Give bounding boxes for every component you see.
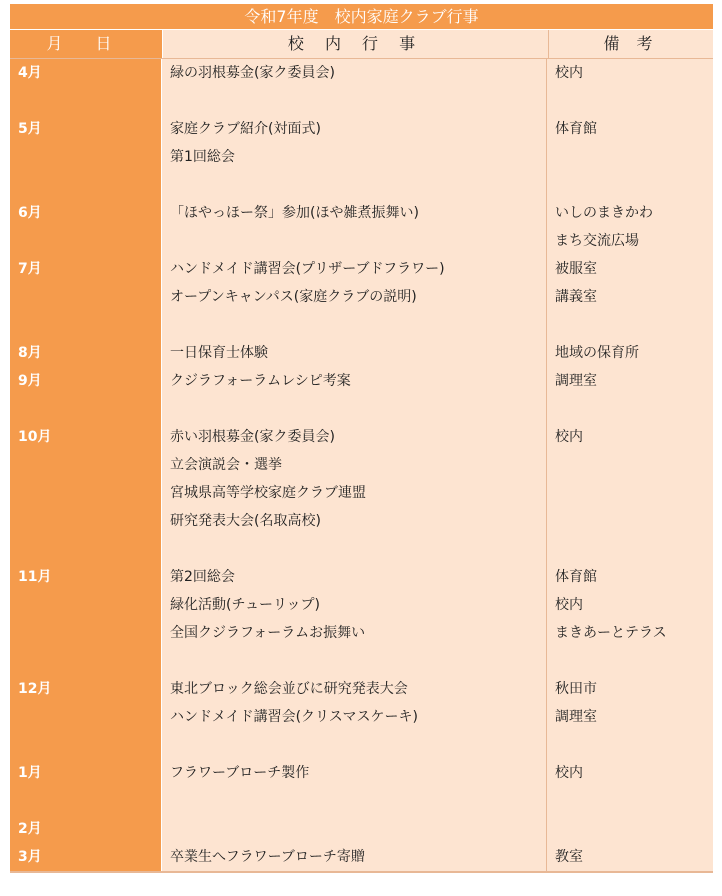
note-cell: 講義室 (547, 283, 713, 311)
table-row (10, 703, 713, 731)
note-cell (547, 143, 713, 171)
month-cell: 5月 (10, 115, 162, 143)
note-cell (547, 647, 713, 675)
month-cell: 12月 (10, 675, 162, 703)
event-cell: 第2回総会 (162, 563, 547, 591)
month-cell (10, 171, 162, 199)
event-cell: 立会演説会・選挙 (162, 451, 547, 479)
event-cell: 緑の羽根募金(家ク委員会) (162, 59, 547, 87)
event-cell: 緑化活動(チューリップ) (162, 591, 547, 619)
month-cell (10, 87, 162, 115)
month-cell: 6月 (10, 199, 162, 227)
table-row (10, 843, 713, 871)
month-cell (10, 311, 162, 339)
table-row (10, 311, 713, 339)
table-row (10, 451, 713, 479)
event-cell (162, 227, 547, 255)
table-bottom-border (10, 871, 713, 873)
month-cell: 9月 (10, 367, 162, 395)
note-cell (547, 731, 713, 759)
table-row (10, 647, 713, 675)
event-cell (162, 731, 547, 759)
table-body (10, 59, 713, 871)
event-cell: 全国クジラフォーラムお振舞い (162, 619, 547, 647)
event-cell: 「ほやっほー祭」参加(ほや雑煮振舞い) (162, 199, 547, 227)
month-cell (10, 703, 162, 731)
event-cell: オープンキャンパス(家庭クラブの説明) (162, 283, 547, 311)
month-cell (10, 479, 162, 507)
month-cell: 8月 (10, 339, 162, 367)
table-row (10, 591, 713, 619)
note-cell (547, 395, 713, 423)
table-row (10, 171, 713, 199)
note-cell (547, 815, 713, 843)
table-title: 令和7年度 校内家庭クラブ行事 (10, 4, 713, 30)
event-cell: 宮城県高等学校家庭クラブ連盟 (162, 479, 547, 507)
event-cell: 研究発表大会(名取高校) (162, 507, 547, 535)
table-row (10, 115, 713, 143)
table-row (10, 815, 713, 843)
header-event: 校 内 行 事 (163, 30, 549, 58)
table-row (10, 423, 713, 451)
table-row (10, 339, 713, 367)
month-cell (10, 227, 162, 255)
month-cell: 1月 (10, 759, 162, 787)
table-row (10, 535, 713, 563)
event-cell (162, 395, 547, 423)
event-cell (162, 647, 547, 675)
note-cell: 被服室 (547, 255, 713, 283)
note-cell: 校内 (547, 759, 713, 787)
table-row (10, 731, 713, 759)
note-cell: 教室 (547, 843, 713, 871)
table-row (10, 143, 713, 171)
event-cell: 家庭クラブ紹介(対面式) (162, 115, 547, 143)
month-cell (10, 507, 162, 535)
month-cell (10, 143, 162, 171)
event-cell: 一日保育士体験 (162, 339, 547, 367)
event-cell: ハンドメイド講習会(プリザーブドフラワー) (162, 255, 547, 283)
event-cell: ハンドメイド講習会(クリスマスケーキ) (162, 703, 547, 731)
header-date: 月 日 (10, 30, 163, 58)
table-row (10, 367, 713, 395)
table-row (10, 255, 713, 283)
note-cell: 体育館 (547, 115, 713, 143)
month-cell: 3月 (10, 843, 162, 871)
note-cell: 校内 (547, 591, 713, 619)
table-row (10, 479, 713, 507)
event-cell: クジラフォーラムレシピ考案 (162, 367, 547, 395)
note-cell: 校内 (547, 59, 713, 87)
month-cell (10, 731, 162, 759)
table-row (10, 507, 713, 535)
month-cell (10, 591, 162, 619)
event-cell (162, 311, 547, 339)
month-cell: 11月 (10, 563, 162, 591)
note-cell: 秋田市 (547, 675, 713, 703)
month-cell: 2月 (10, 815, 162, 843)
note-cell: まち交流広場 (547, 227, 713, 255)
table-row (10, 675, 713, 703)
note-cell (547, 87, 713, 115)
note-cell (547, 311, 713, 339)
table-row (10, 227, 713, 255)
note-cell (547, 171, 713, 199)
header-row (10, 30, 713, 59)
month-cell (10, 787, 162, 815)
note-cell: 地域の保育所 (547, 339, 713, 367)
table-row (10, 619, 713, 647)
month-cell (10, 535, 162, 563)
event-cell: 赤い羽根募金(家ク委員会) (162, 423, 547, 451)
note-cell (547, 507, 713, 535)
header-note: 備 考 (549, 30, 713, 58)
table-row (10, 787, 713, 815)
event-cell: 第1回総会 (162, 143, 547, 171)
event-cell (162, 535, 547, 563)
month-cell: 4月 (10, 59, 162, 87)
event-cell (162, 815, 547, 843)
table-row (10, 395, 713, 423)
note-cell: いしのまきかわ (547, 199, 713, 227)
table-row (10, 87, 713, 115)
table-row (10, 283, 713, 311)
table-row (10, 563, 713, 591)
month-cell (10, 283, 162, 311)
event-cell (162, 171, 547, 199)
note-cell: 校内 (547, 423, 713, 451)
month-cell: 7月 (10, 255, 162, 283)
month-cell (10, 619, 162, 647)
note-cell: 調理室 (547, 367, 713, 395)
schedule-table (10, 4, 713, 873)
note-cell (547, 787, 713, 815)
month-cell (10, 647, 162, 675)
table-row (10, 59, 713, 87)
month-cell (10, 451, 162, 479)
table-row (10, 199, 713, 227)
note-cell: 調理室 (547, 703, 713, 731)
month-cell: 10月 (10, 423, 162, 451)
month-cell (10, 395, 162, 423)
note-cell: 体育館 (547, 563, 713, 591)
event-cell: 卒業生へフラワーブローチ寄贈 (162, 843, 547, 871)
table-row (10, 759, 713, 787)
note-cell (547, 451, 713, 479)
event-cell: フラワーブローチ製作 (162, 759, 547, 787)
event-cell (162, 87, 547, 115)
note-cell (547, 535, 713, 563)
note-cell (547, 479, 713, 507)
event-cell: 東北ブロック総会並びに研究発表大会 (162, 675, 547, 703)
note-cell: まきあーとテラス (547, 619, 713, 647)
event-cell (162, 787, 547, 815)
